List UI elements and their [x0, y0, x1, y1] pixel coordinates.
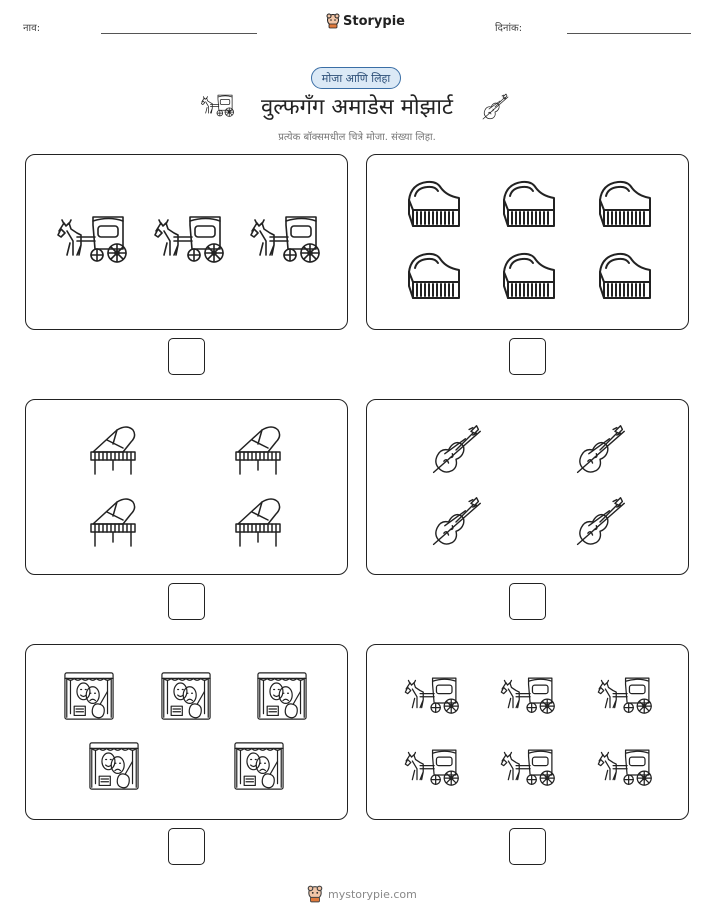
answer-box-3[interactable]: [168, 583, 205, 620]
brand-name: Storypie: [343, 13, 405, 29]
piano-icon: [594, 250, 654, 304]
answer-box-1[interactable]: [168, 338, 205, 375]
horse-carriage-icon: [152, 215, 224, 265]
violin-icon: [428, 494, 484, 550]
name-label: नाव:: [23, 23, 41, 34]
violin-icon: [428, 422, 484, 478]
activity-tag: मोजा आणि लिहा: [311, 67, 401, 89]
answer-box-6[interactable]: [509, 828, 546, 865]
theater-stage-icon: [160, 671, 212, 721]
horse-carriage-icon: [248, 215, 320, 265]
answer-box-4[interactable]: [509, 583, 546, 620]
horse-carriage-icon: [55, 215, 127, 265]
horse-carriage-icon: [499, 676, 555, 716]
storypie-mascot-icon: [306, 885, 324, 903]
violin-icon: [572, 494, 628, 550]
title-violin-icon: [478, 92, 512, 122]
grand-piano-icon: [87, 422, 141, 476]
count-box-3: [25, 399, 348, 575]
brand-logo: [326, 13, 405, 29]
horse-carriage-icon: [499, 748, 555, 788]
piano-icon: [403, 250, 463, 304]
grand-piano-icon: [232, 422, 286, 476]
page-title: वुल्फगँग अमाडेस मोझार्ट: [261, 95, 453, 120]
instruction: प्रत्येक बॉक्समधील चित्रे मोजा. संख्या लिहा.: [278, 132, 436, 143]
date-line[interactable]: [567, 33, 691, 34]
count-box-4: [366, 399, 689, 575]
answer-box-2[interactable]: [509, 338, 546, 375]
piano-icon: [403, 178, 463, 232]
piano-icon: [498, 250, 558, 304]
count-box-6: [366, 644, 689, 820]
horse-carriage-icon: [403, 748, 459, 788]
theater-stage-icon: [256, 671, 308, 721]
horse-carriage-icon: [596, 676, 652, 716]
horse-carriage-icon: [403, 676, 459, 716]
grand-piano-icon: [232, 494, 286, 548]
horse-carriage-icon: [596, 748, 652, 788]
theater-stage-icon: [233, 741, 285, 791]
theater-stage-icon: [63, 671, 115, 721]
footer: [306, 885, 417, 903]
footer-url[interactable]: mystorypie.com: [328, 887, 417, 901]
piano-icon: [594, 178, 654, 232]
answer-box-5[interactable]: [168, 828, 205, 865]
piano-icon: [498, 178, 558, 232]
theater-stage-icon: [88, 741, 140, 791]
date-label: दिनांक:: [495, 23, 523, 34]
storypie-mascot-icon: [326, 13, 340, 29]
name-line[interactable]: [101, 33, 257, 34]
violin-icon: [572, 422, 628, 478]
grand-piano-icon: [87, 494, 141, 548]
